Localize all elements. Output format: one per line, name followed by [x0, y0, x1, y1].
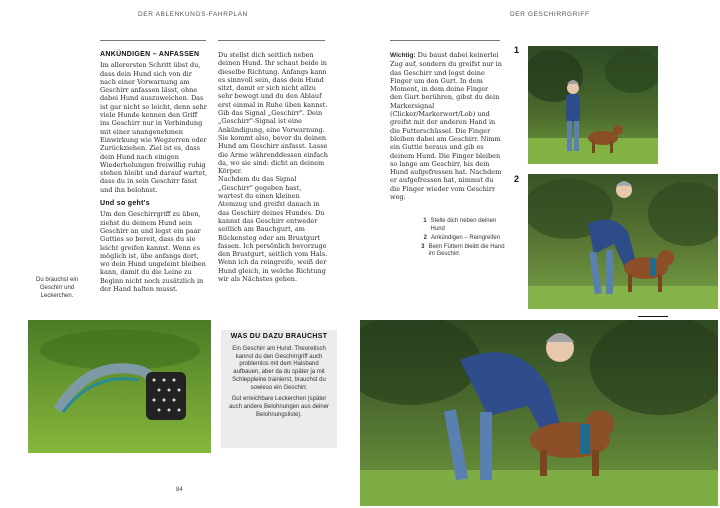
- step-text: Beim Füttern bleibt die Hand im Geschirr.: [428, 243, 505, 258]
- col2-paragraph-3: Nachdem du das Signal „Geschirr" gegeben hast, wartest du einen kleinen Atemzug und greifst danach in das Geschirr deines Hundes. Du kannst das Geschirr entweder seitlich am Bauchgurt, am Rückensteg oder am Brustgurt fassen. Ich persönlich bevorzuge den Brustgurt, seitlich vom Hals. Wenn ich da reingreife, weiß der Hund gleich, in welche Richtung wir als Nächstes gehen.: [218, 175, 328, 284]
- info-box-title: WAS DU DAZU BRAUCHST: [230, 333, 328, 340]
- running-header-right: DER GESCHIRRGRIFF: [510, 11, 590, 18]
- info-box-paragraph-2: Gut erreichbare Leckerchen (später auch andere Belohnungen aus deiner Belohnungsliste).: [228, 396, 330, 418]
- step-number: 1: [423, 218, 427, 224]
- col2-paragraph-1: Du stellst dich seitlich neben deinen Hund. Ihr schaut beide in dieselbe Richtung. Anfangs kann es sinnvoll sein, dass dein Hund sitzt, damit er sich nicht allzu sehr bewegt und du den Ablauf erst einmal in Ruhe üben kannst.: [218, 51, 328, 109]
- step-text: Ankündigen – Reingreifen: [431, 234, 501, 241]
- section-heading: ANKÜNDIGEN – ANFASSEN: [100, 51, 200, 58]
- step-item: [418, 235, 508, 243]
- step-text: Stelle dich neben deinen Hund: [430, 218, 497, 232]
- photo-number-1: 1: [514, 45, 520, 55]
- text-column-2: [218, 51, 328, 283]
- info-box: [221, 330, 337, 448]
- running-header-left: DER ABLENKUNGS-FAHRPLAN: [138, 11, 248, 18]
- rule-col2: [218, 40, 325, 41]
- step-item: [418, 244, 508, 259]
- step-number: 2: [423, 234, 427, 241]
- rule-col3: [390, 40, 500, 41]
- col2-paragraph-2: Gib das Signal „Geschirr". Dein „Geschirr"-Signal ist eine Ankündigung, eine Vorwarnung. Sie kommt also, bevor du deinen Hund am Geschirr anfasst. Lasse die Arme währenddessen einfach da, wo sie sind: dicht an deinem Körper.: [218, 109, 328, 176]
- step-number: 3: [421, 243, 425, 250]
- page-number: 84: [176, 487, 183, 493]
- photo-step-2: [528, 174, 718, 309]
- col1-paragraph-1: Im allerersten Schritt übst du, dass dein Hund sich von dir nach einer Vorwarnung am Geschirr anfassen lässt, ohne dabei Hund auszuweichen. Das ist gar nicht so leicht, denn sehr viele Hunde kennen den Griff ins Geschirr nur in Verbindung mit einer unangenehmen Einwirkung wie Wegzerren oder Zurückziehen. Ziel ist es, dass dein Hund nach einigen Wiederholungen freiwillig ruhig stehen bleibt und darauf wartet, dass du in sein Geschirr fasst und ihn belohnst.: [100, 61, 208, 194]
- col3-paragraph: [390, 51, 502, 201]
- info-box-paragraph-1: Ein Geschirr am Hund. Theoretisch kannst du den Geschirrgriff auch problemlos mit dem Halsband aufbauen, aber da du später ja mit Schleppleine trainierst, brauchst du sowieso ein Geschirr.: [232, 346, 326, 391]
- col3-paragraph-text: Du baust dabei keinerlei Zug auf, sondern du greifst nur in das Geschirr und legst deine Finger um den Gurt. In dem Moment, in dem deine Finger den Gurt berühren, gibst du dein Markersignal (Clicker/Markerwort/Lob) und greifst mit der anderen Hand in die Futterschüssel. Die Finger bleiben dabei am Geschirr. Nimm ein Guttie heraus und gib es deinem Hund. Die Finger bleiben so lange am Geschirr, bis dein Hund aufgefressen hat. Nachdem er aufgefressen hat, nimmst du die Finger wieder vom Geschirr weg.: [390, 51, 502, 202]
- rule-col1: [100, 40, 206, 41]
- col1-paragraph-2: Um den Geschirrgriff zu üben, ziehst du deinem Hund sein Geschirr an und legst ein paar Gutties so bereit, dass du sie leicht greifen kannst. Wenn es möglich ist, übe anfangs dort, wo dein Hund ungeleint bleiben kann, damit du die Leine zu Beginn nicht noch zusätzlich in der Hand halten musst.: [100, 210, 206, 294]
- subheading: Und so geht's: [100, 200, 150, 208]
- text-column-1: [100, 51, 208, 293]
- step-item: [418, 218, 508, 233]
- photo-number-2: 2: [514, 174, 520, 184]
- photo-harness-treats: [28, 320, 211, 453]
- text-column-3: [390, 51, 502, 201]
- photo-step-1: [528, 46, 658, 164]
- photo-step-3: [360, 320, 718, 506]
- important-label: Wichtig:: [390, 52, 416, 59]
- rule-photo-3: [638, 316, 668, 317]
- step-list: [418, 218, 508, 260]
- caption-equipment: Du brauchst ein Geschirr und Leckerchen.: [35, 277, 79, 299]
